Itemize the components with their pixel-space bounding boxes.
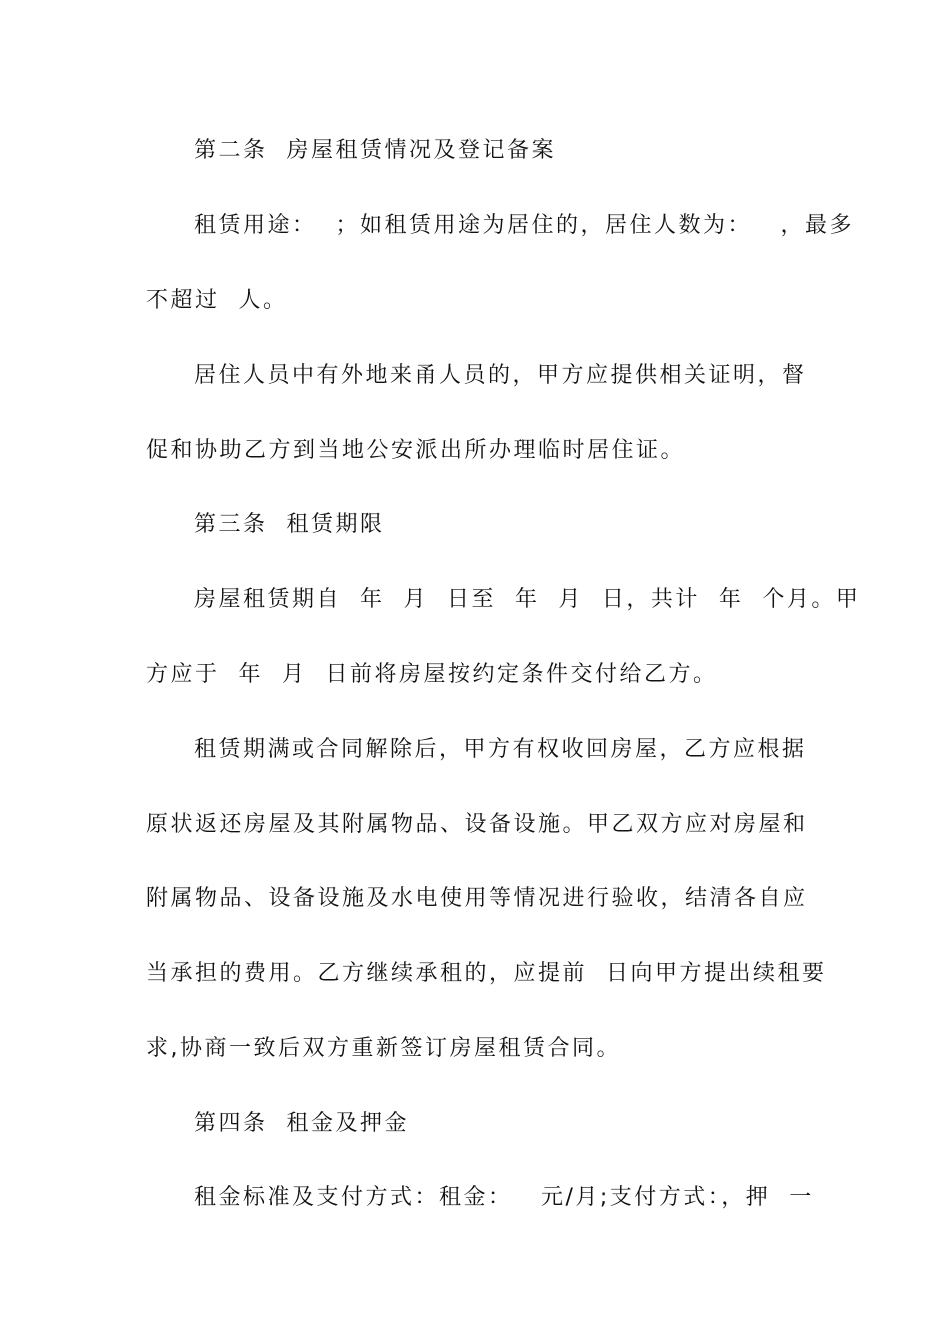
article-3-heading: 第三条 租赁期限 — [194, 512, 385, 537]
paragraph-line: 当承担的费用。乙方继续承租的，应提前 日向甲方提出续租要 — [146, 961, 827, 986]
paragraph-line: 租赁期满或合同解除后，甲方有权收回房屋，乙方应根据 — [194, 737, 807, 762]
paragraph-line: 附属物品、设备设施及水电使用等情况进行验收，结清各自应 — [146, 886, 808, 911]
article-2-heading: 第二条 房屋租赁情况及登记备案 — [194, 138, 556, 163]
paragraph-line: 租金标准及支付方式：租金： 元/月;支付方式：，押 一 — [194, 1185, 814, 1210]
paragraph-line: 居住人员中有外地来甬人员的，甲方应提供相关证明，督 — [194, 363, 807, 388]
article-4-heading: 第四条 租金及押金 — [194, 1111, 409, 1136]
paragraph-line: 房屋租赁期自 年 月 日至 年 月 日，共计 年 个月。甲 — [194, 587, 861, 612]
paragraph-line: 促和协助乙方到当地公安派出所办理临时居住证。 — [146, 438, 686, 463]
paragraph-line: 方应于 年 月 日前将房屋按约定条件交付给乙方。 — [146, 662, 718, 687]
paragraph-line: 不超过 人。 — [146, 288, 288, 313]
paragraph-line: 求,协商一致后双方重新签订房屋租赁合同。 — [146, 1036, 621, 1061]
paragraph-line: 租赁用途： ；如租赁用途为居住的，居住人数为： ，最多 — [194, 213, 854, 238]
paragraph-line: 原状返还房屋及其附属物品、设备设施。甲乙双方应对房屋和 — [146, 812, 808, 837]
